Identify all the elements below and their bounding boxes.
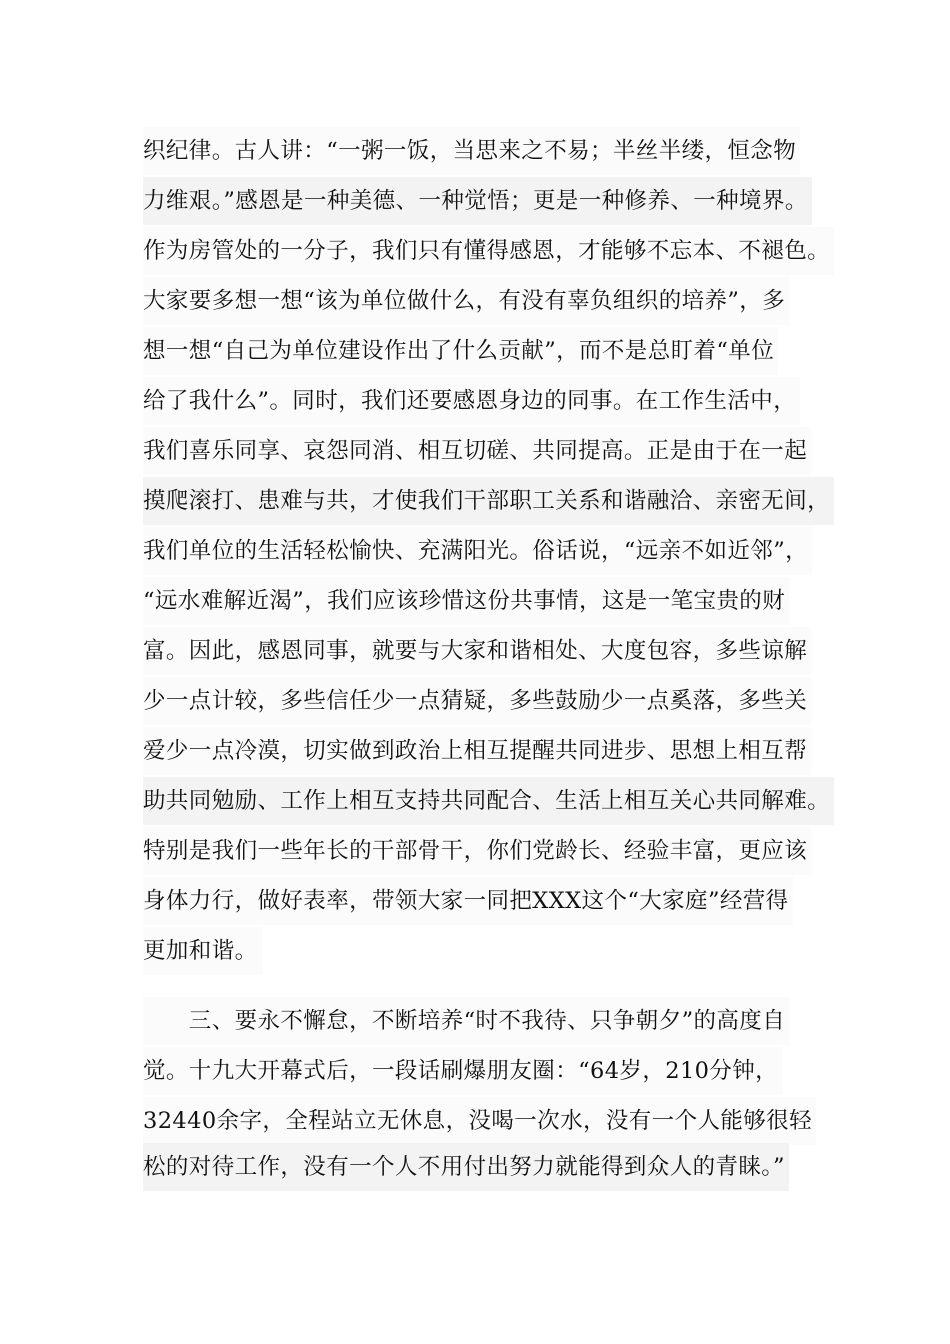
text-line: 特别是我们一些年长的干部骨干，你们党龄长、经验丰富，更应该 [143, 827, 811, 875]
text-line: 爱少一点冷漠，切实做到政治上相互提醒共同进步、思想上相互帮 [143, 727, 811, 775]
text-line: 大家要多想一想“该为单位做什么，有没有辜负组织的培养”，多 [143, 277, 789, 325]
text-line: 富。因此，感恩同事，就要与大家和谐相处、大度包容，多些谅解 [143, 627, 811, 675]
text-line: 助共同勉励、工作上相互支持共同配合、生活上相互关心共同解难。 [143, 777, 834, 825]
text-line: 身体力行，做好表率，带领大家一同把XXX这个“大家庭”经营得 [143, 877, 793, 925]
text-line: 我们喜乐同享、哀怨同消、相互切磋、共同提高。正是由于在一起 [143, 427, 811, 475]
text-line: 我们单位的生活轻松愉快、充满阳光。俗话说，“远亲不如近邻”， [143, 527, 812, 575]
text-line: 想一想“自己为单位建设作出了什么贡献”，而不是总盯着“单位 [143, 327, 778, 375]
text-line: 少一点计较，多些信任少一点猜疑，多些鼓励少一点奚落，多些关 [143, 677, 811, 725]
text-line: 作为房管处的一分子，我们只有懂得感恩，才能够不忘本、不褪色。 [143, 227, 834, 275]
text-line: 摸爬滚打、患难与共，才使我们干部职工关系和谐融洽、亲密无间， [143, 477, 834, 525]
text-line: 三、要永不懈怠，不断培养“时不我待、只争朝夕”的高度自 [143, 997, 789, 1045]
text-line: 32440余字，全程站立无休息，没喝一次水，没有一个人能够很轻 [143, 1097, 816, 1145]
text-line: 觉。十九大开幕式后，一段话刷爆朋友圈：“64岁，210分钟， [143, 1047, 782, 1095]
text-line: 织纪律。古人讲：“一粥一饭，当思来之不易；半丝半缕，恒念物 [143, 127, 800, 175]
text-line: 松的对待工作，没有一个人不用付出努力就能得到众人的青睐。” [143, 1143, 789, 1191]
text-line: “远水难解近渴”，我们应该珍惜这份共事情，这是一笔宝贵的财 [143, 577, 789, 625]
text-line: 更加和谐。 [143, 927, 262, 975]
text-line: 给了我什么”。同时，我们还要感恩身边的同事。在工作生活中， [143, 377, 800, 425]
text-line: 力维艰。”感恩是一种美德、一种觉悟；更是一种修养、一种境界。 [143, 177, 812, 225]
